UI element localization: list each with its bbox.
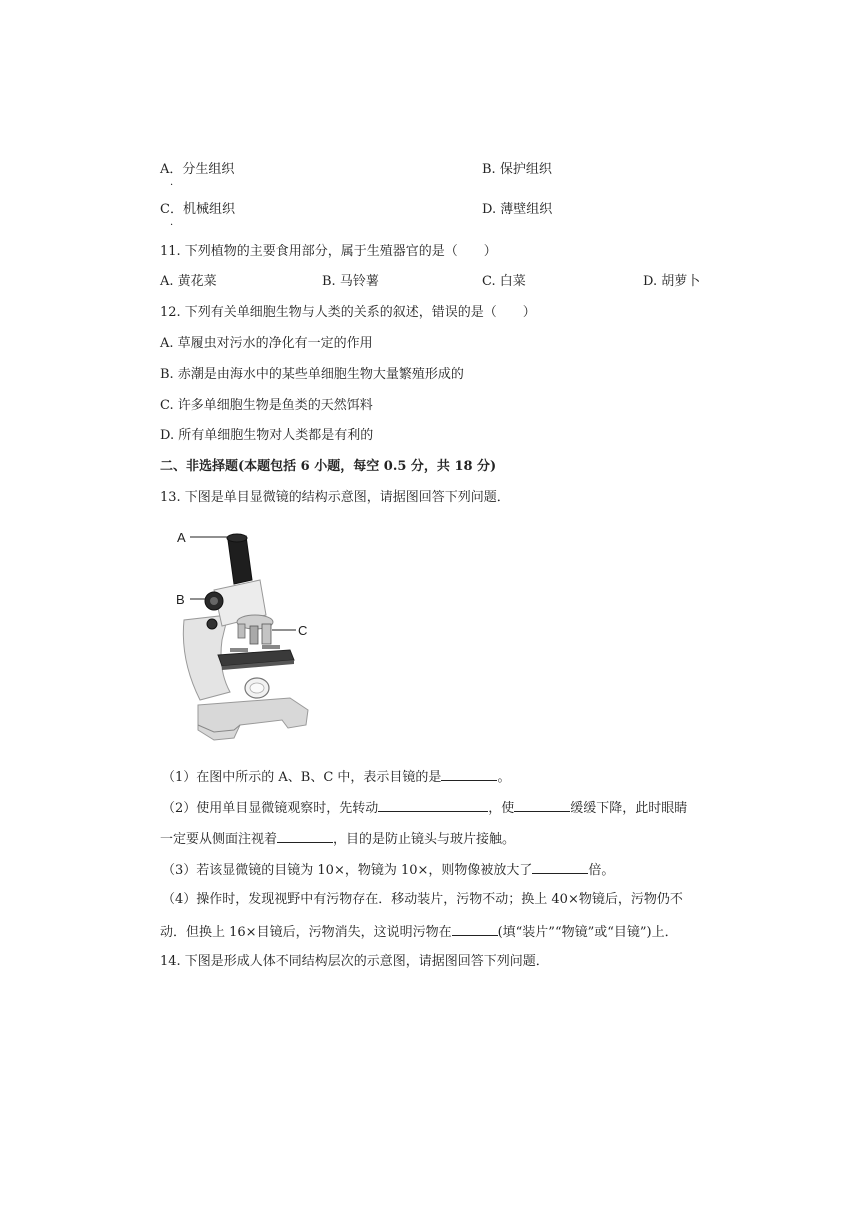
answer-blank[interactable]	[378, 799, 488, 812]
q10-option-b: B. 保护组织	[482, 162, 552, 177]
q13-sub4-line1: （4）操作时，发现视野中有污物存在．移动装片，污物不动；换上 40×物镜后，污物仍不	[162, 892, 683, 907]
q12-option-b: B. 赤潮是由海水中的某些单细胞生物大量繁殖形成的	[160, 367, 464, 382]
q14-stem: 14. 下图是形成人体不同结构层次的示意图，请据图回答下列问题．	[160, 954, 549, 969]
answer-blank[interactable]	[514, 799, 570, 812]
q12-option-a: A. 草履虫对污水的净化有一定的作用	[160, 336, 373, 351]
q11-option-c: C. 白菜	[482, 274, 526, 289]
q11-option-a: A. 黄花菜	[160, 274, 217, 289]
q13-sub1: （1）在图中所示的 A、B、C 中，表示目镜的是 。	[162, 770, 511, 785]
answer-blank[interactable]	[441, 768, 497, 781]
q13-sub2-line2: 一定要从侧面注视着 ，目的是防止镜头与玻片接触。	[160, 832, 516, 847]
q10-option-a: A．分生组织	[160, 162, 235, 177]
q13-sub4-line2: 动．但换上 16×目镜后，污物消失，这说明污物在 (填“装片”“物镜”或“目镜”)上．	[160, 925, 678, 940]
q12-stem: 12. 下列有关单细胞生物与人类的关系的叙述，错误的是（ ）	[160, 305, 536, 320]
q12-option-c: C. 许多单细胞生物是鱼类的天然饵料	[160, 398, 373, 413]
q13-sub2-line1: （2）使用单目显微镜观察时，先转动 ，使 缓缓下降，此时眼睛	[162, 801, 688, 816]
q13-sub3: （3）若该显微镜的目镜为 10×，物镜为 10×，则物像被放大了 倍。	[162, 863, 615, 878]
q13-stem: 13. 下图是单目显微镜的结构示意图，请据图回答下列问题．	[160, 490, 510, 505]
q10-option-d: D. 薄壁组织	[482, 202, 553, 217]
figure-label-a: A	[177, 530, 186, 545]
answer-blank[interactable]	[532, 861, 588, 874]
emphasis-dot: ·	[170, 180, 174, 191]
figure-label-c: C	[298, 623, 308, 638]
q11-stem: 11. 下列植物的主要食用部分，属于生殖器官的是（ ）	[160, 244, 497, 259]
microscope-figure	[170, 520, 330, 750]
q11-option-b: B. 马铃薯	[322, 274, 379, 289]
answer-blank[interactable]	[277, 830, 333, 843]
q10-option-c: C．机械组织	[160, 202, 235, 217]
q11-option-d: D. 胡萝卜	[643, 274, 701, 289]
answer-blank[interactable]	[452, 923, 498, 936]
section-heading: 二、非选择题(本题包括 6 小题，每空 0.5 分，共 18 分)	[160, 459, 497, 474]
emphasis-dot: ·	[170, 220, 174, 231]
q12-option-d: D. 所有单细胞生物对人类都是有利的	[160, 428, 374, 443]
figure-label-b: B	[176, 592, 185, 607]
